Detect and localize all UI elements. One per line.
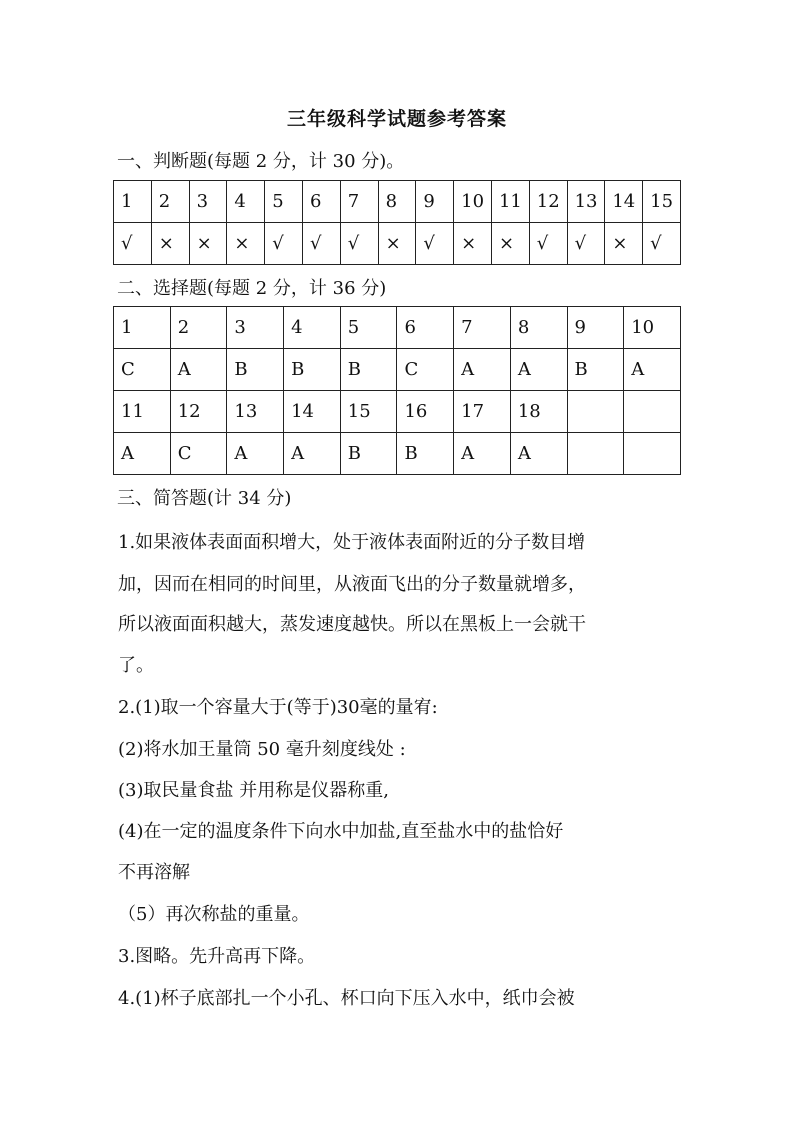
question-number-cell: 8	[378, 181, 416, 223]
answer-cell: A	[624, 349, 681, 391]
answer-mark-cell: √	[529, 223, 567, 265]
question-number-cell: 12	[170, 391, 227, 433]
answer-cell: C	[397, 349, 454, 391]
question-number-cell: 4	[284, 307, 341, 349]
question-number-cell: 6	[302, 181, 340, 223]
page-title: 三年级科学试题参考答案	[286, 108, 507, 130]
question-number-cell: 18	[510, 391, 567, 433]
question-number-cell: 1	[114, 307, 171, 349]
answer-mark-cell: √	[416, 223, 454, 265]
answer-cell: B	[284, 349, 341, 391]
section-heading-judgement: 一、判断题(每题 2 分，计 30 分)。	[117, 151, 405, 172]
section-heading-short-answer: 三、简答题(计 34 分)	[117, 488, 292, 509]
answer-cell: A	[170, 349, 227, 391]
answer-cell: A	[510, 349, 567, 391]
answer-mark-cell: √	[302, 223, 340, 265]
answer-mark-cell: √	[114, 223, 152, 265]
question-number-cell: 17	[454, 391, 511, 433]
answer-line: (4)在一定的温度条件下向水中加盐,直至盐水中的盐恰好	[118, 821, 564, 842]
answer-mark-cell: ×	[227, 223, 265, 265]
answer-line: (3)取民量食盐 并用称是仪器称重,	[118, 780, 389, 801]
question-number-cell: 9	[416, 181, 454, 223]
choice-answer-table	[113, 306, 681, 475]
table-row	[114, 181, 681, 223]
answer-cell: A	[227, 433, 284, 475]
answer-line: 3.图略。先升高再下降。	[118, 946, 316, 967]
question-number-cell: 7	[454, 307, 511, 349]
question-number-cell: 6	[397, 307, 454, 349]
section-heading-choice: 二、选择题(每题 2 分，计 36 分)	[117, 278, 387, 299]
answer-cell: A	[510, 433, 567, 475]
question-number-cell: 11	[491, 181, 529, 223]
answer-cell: A	[284, 433, 341, 475]
question-number-cell: 3	[189, 181, 227, 223]
question-number-cell: 5	[340, 307, 397, 349]
empty-cell	[567, 391, 624, 433]
table-row	[114, 391, 681, 433]
question-number-cell: 1	[114, 181, 152, 223]
answer-mark-cell: ×	[605, 223, 643, 265]
question-number-cell: 9	[567, 307, 624, 349]
answer-line: 所以液面面积越大，蒸发速度越快。所以在黑板上一会就干	[118, 614, 586, 635]
answer-cell: A	[114, 433, 171, 475]
answer-cell: A	[454, 433, 511, 475]
question-number-cell: 5	[265, 181, 303, 223]
answer-cell: B	[397, 433, 454, 475]
answer-mark-cell: √	[265, 223, 303, 265]
answer-mark-cell: ×	[491, 223, 529, 265]
answer-line: 加，因而在相同的时间里，从液面飞出的分子数量就增多，	[118, 574, 586, 595]
question-number-cell: 15	[643, 181, 681, 223]
question-number-cell: 15	[340, 391, 397, 433]
question-number-cell: 11	[114, 391, 171, 433]
answer-mark-cell: √	[643, 223, 681, 265]
empty-cell	[624, 433, 681, 475]
answer-line: 1.如果液体表面面积增大，处于液体表面附近的分子数目增	[118, 532, 586, 553]
answer-cell: B	[340, 433, 397, 475]
table-row	[114, 223, 681, 265]
table-row	[114, 433, 681, 475]
answer-line: 了。	[118, 655, 154, 676]
question-number-cell: 2	[151, 181, 189, 223]
answer-mark-cell: ×	[189, 223, 227, 265]
question-number-cell: 8	[510, 307, 567, 349]
answer-cell: B	[340, 349, 397, 391]
question-number-cell: 13	[227, 391, 284, 433]
question-number-cell: 12	[529, 181, 567, 223]
question-number-cell: 3	[227, 307, 284, 349]
answer-cell: B	[227, 349, 284, 391]
table-row	[114, 307, 681, 349]
question-number-cell: 4	[227, 181, 265, 223]
answer-line: 4.(1)杯子底部扎一个小孔、杯口向下压入水中，纸巾会被	[118, 988, 575, 1009]
question-number-cell: 10	[624, 307, 681, 349]
answer-mark-cell: ×	[151, 223, 189, 265]
question-number-cell: 14	[605, 181, 643, 223]
answer-mark-cell: ×	[378, 223, 416, 265]
answer-line: （5）再次称盐的重量。	[118, 904, 310, 925]
answer-mark-cell: √	[567, 223, 605, 265]
answer-line: (2)将水加王量筒 50 毫升刻度线处 :	[118, 739, 406, 760]
empty-cell	[567, 433, 624, 475]
answer-mark-cell: √	[340, 223, 378, 265]
table-row	[114, 349, 681, 391]
question-number-cell: 13	[567, 181, 605, 223]
question-number-cell: 16	[397, 391, 454, 433]
empty-cell	[624, 391, 681, 433]
judgement-answer-table	[113, 180, 681, 265]
answer-cell: B	[567, 349, 624, 391]
answer-cell: C	[114, 349, 171, 391]
answer-mark-cell: ×	[454, 223, 492, 265]
answer-line: 2.(1)取一个容量大于(等于)30毫的量宥:	[118, 697, 438, 718]
question-number-cell: 10	[454, 181, 492, 223]
answer-line: 不再溶解	[118, 862, 190, 883]
answer-cell: C	[170, 433, 227, 475]
question-number-cell: 7	[340, 181, 378, 223]
question-number-cell: 2	[170, 307, 227, 349]
question-number-cell: 14	[284, 391, 341, 433]
answer-cell: A	[454, 349, 511, 391]
